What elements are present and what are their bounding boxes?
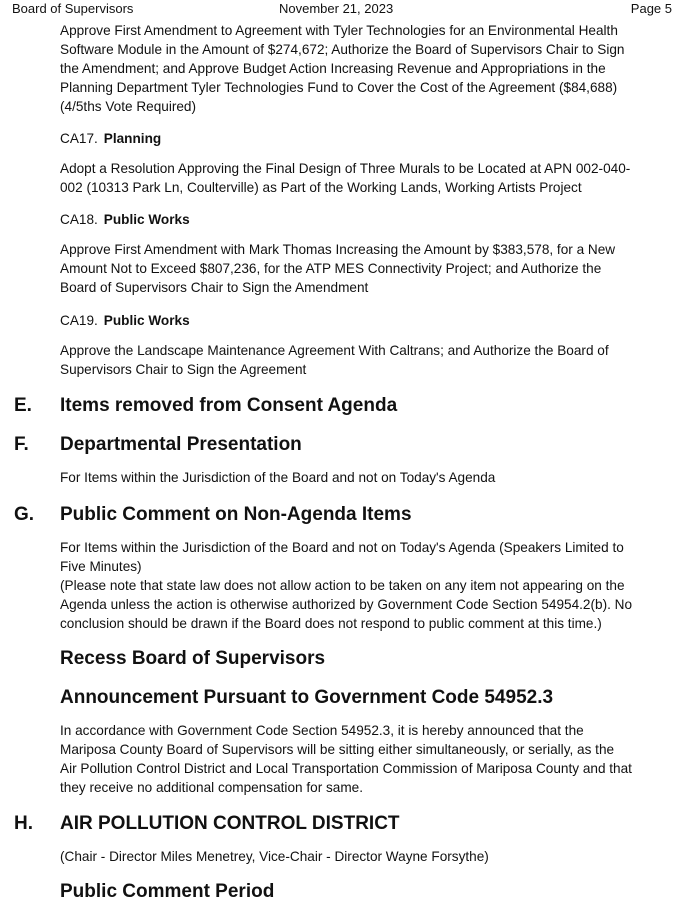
page-header (0, 0, 680, 18)
item-ca16-text: Approve First Amendment to Agreement with Tyler Technologies for an Environmental Health Software Module in the Amount of $274,672; Authorize the Board of Supervisors Chair to Sign the Amendment; and Approve Budget Action Increasing Revenue and Appropriations in the Planning Department Tyler Technologies Fund to Cover the Cost of the Agreement ($84,688) (4/5ths Vote Required) (60, 23, 625, 114)
section-h-letter: H. (14, 813, 33, 834)
section-h-text: (Chair - Director Miles Menetrey, Vice-Chair - Director Wayne Forsythe) (60, 849, 489, 864)
header-date: November 21, 2023 (279, 1, 394, 16)
section-g-text: For Items within the Jurisdiction of the Board and not on Today's Agenda (Speakers Limited to Five Minutes) (Please note that state law does not allow action to be taken on any item not appearing on the Agenda unless the action is otherwise authorized by Government Code Section 54954.2(b). No conclusion should be drawn if the Board does not respond to public comment at this time.) (60, 540, 633, 631)
recess-title: Recess Board of Supervisors (60, 648, 326, 669)
item-ca17-heading (60, 129, 161, 148)
section-h-title: AIR POLLUTION CONTROL DISTRICT (60, 813, 400, 834)
section-f-text: For Items within the Jurisdiction of the Board and not on Today's Agenda (60, 470, 496, 485)
item-number: CA19. (60, 313, 98, 328)
item-ca18-heading (60, 210, 190, 229)
header-page-number: Page 5 (630, 1, 672, 16)
announcement-text: In accordance with Government Code Section 54952.3, it is hereby announced that the Mariposa County Board of Supervisors will be sitting either simultaneously, or serially, as the Air Pollution Control District and Local Transportation Commission of Mariposa County and that they receive no additional compensation for same. (60, 723, 632, 795)
section-e-letter: E. (14, 395, 32, 416)
item-department: Planning (103, 131, 162, 146)
header-organization: Board of Supervisors (12, 1, 134, 16)
item-ca18-text: Approve First Amendment with Mark Thomas Increasing the Amount by $383,578, for a New Amount Not to Exceed $807,236, for the ATP MES Connectivity Project; and Authorize the Board of Supervisors Chair to Sign the Amendment (60, 242, 616, 295)
section-g-title: Public Comment on Non-Agenda Items (60, 504, 412, 525)
announcement-title: Announcement Pursuant to Government Code 54952.3 (60, 687, 554, 708)
section-e-title: Items removed from Consent Agenda (60, 395, 398, 416)
section-g-letter: G. (14, 504, 35, 525)
item-ca17-text: Adopt a Resolution Approving the Final Design of Three Murals to be Located at APN 002-040- 002 (10313 Park Ln, Coulterville) as Part of the Working Lands, Working Artists Project (60, 161, 631, 195)
item-department: Public Works (103, 313, 190, 328)
section-f-letter: F. (14, 434, 29, 455)
section-f-title: Departmental Presentation (60, 434, 302, 455)
item-ca19-text: Approve the Landscape Maintenance Agreement With Caltrans; and Authorize the Board of Supervisors Chair to Sign the Agreement (60, 343, 609, 377)
item-number: CA18. (60, 212, 98, 227)
public-comment-title: Public Comment Period (60, 881, 275, 902)
item-ca19-heading (60, 311, 190, 330)
item-number: CA17. (60, 131, 98, 146)
item-department: Public Works (103, 212, 190, 227)
